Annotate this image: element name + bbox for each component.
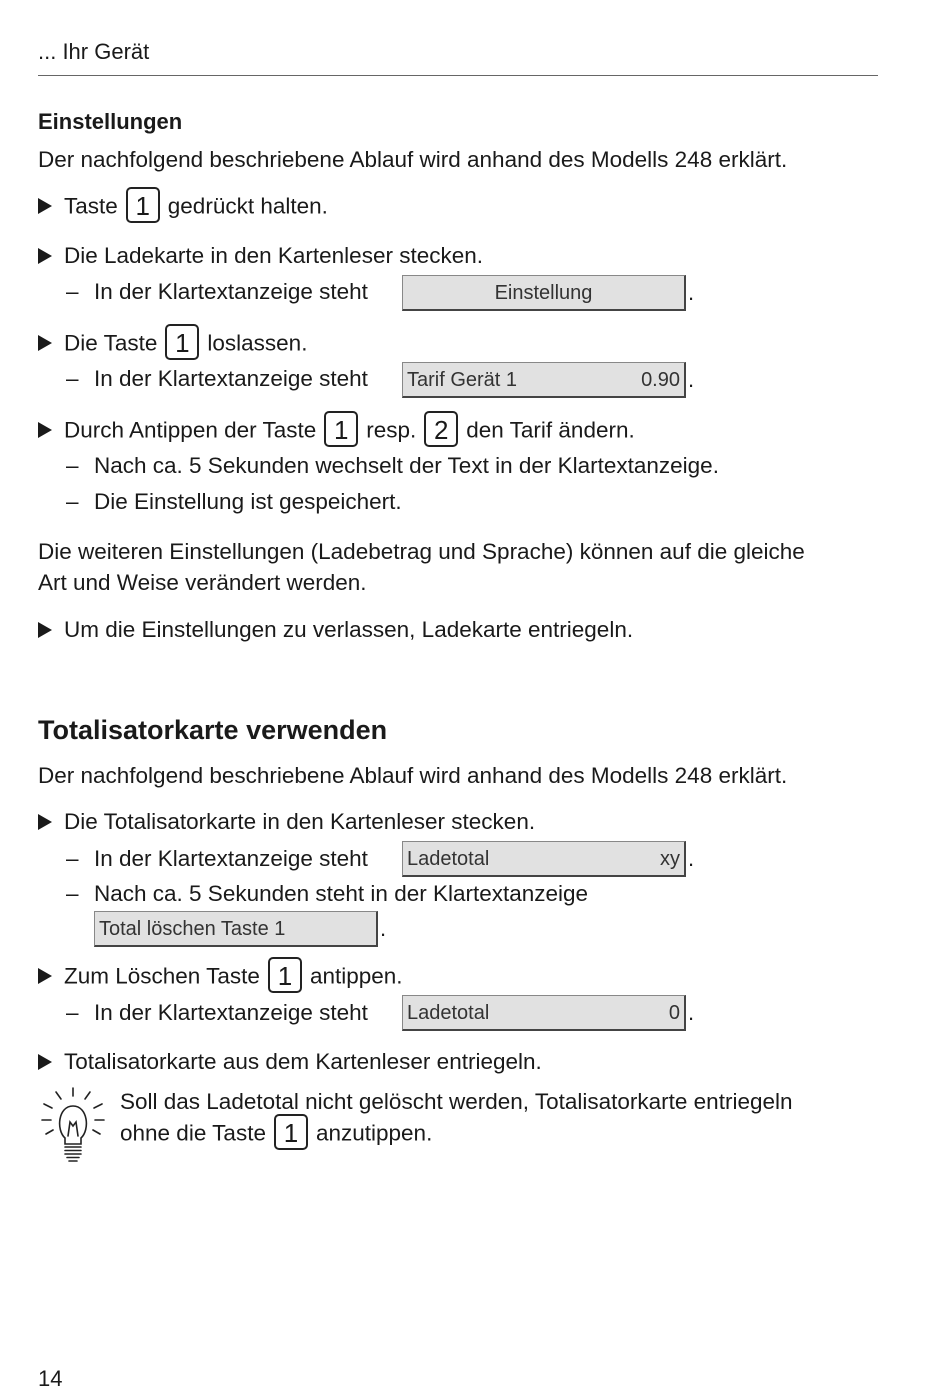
period: . <box>688 846 695 871</box>
step-3: Die Taste 1 loslassen. <box>38 329 307 360</box>
display-ladetotal-0: Ladetotal 0 <box>402 995 686 1031</box>
triangle-bullet-icon <box>38 814 52 830</box>
section-title-einstellungen: Einstellungen <box>38 109 183 134</box>
step-t1-sub-1: – In der Klartextanzeige steht <box>66 846 368 871</box>
section2-intro: Der nachfolgend beschriebene Ablauf wird anhand des Modells 248 erklärt. <box>38 763 788 788</box>
period: . <box>688 280 695 305</box>
step-2: Die Ladekarte in den Kartenleser stecken. <box>38 242 483 270</box>
step-4: Durch Antippen der Taste 1 resp. 2 den Tarif ändern. <box>38 416 635 447</box>
paragraph-line-1: Die weiteren Einstellungen (Ladebetrag und Sprache) können auf die gleiche <box>38 539 805 564</box>
tip-line-2: ohne die Taste 1 anzutippen. <box>120 1119 432 1150</box>
triangle-bullet-icon <box>38 622 52 638</box>
step-4-sub-1: – Nach ca. 5 Sekunden wechselt der Text in der Klartextanzeige. <box>66 453 719 478</box>
step-1: Taste 1 gedrückt halten. <box>38 192 328 223</box>
period: . <box>688 1000 695 1025</box>
step-3-sub: – In der Klartextanzeige steht <box>66 366 368 391</box>
period: . <box>380 916 387 941</box>
triangle-bullet-icon <box>38 968 52 984</box>
triangle-bullet-icon <box>38 335 52 351</box>
display-total-loeschen: Total löschen Taste 1 <box>94 911 378 947</box>
header-rule <box>38 75 878 76</box>
running-header: ... Ihr Gerät <box>38 39 150 64</box>
paragraph-line-2: Art und Weise verändert werden. <box>38 570 367 595</box>
triangle-bullet-icon <box>38 248 52 264</box>
key-1-icon: 1 <box>274 1114 308 1150</box>
triangle-bullet-icon <box>38 198 52 214</box>
step-t1-sub-2: – Nach ca. 5 Sekunden steht in der Klartextanzeige <box>66 881 589 906</box>
period: . <box>688 367 695 392</box>
key-2-icon: 2 <box>424 411 458 447</box>
display-einstellung: Einstellung <box>402 275 686 311</box>
step-2-sub: – In der Klartextanzeige steht <box>66 279 368 304</box>
step-t2: Zum Löschen Taste 1 antippen. <box>38 962 403 993</box>
section1-intro: Der nachfolgend beschriebene Ablauf wird anhand des Modells 248 erklärt. <box>38 147 788 172</box>
triangle-bullet-icon <box>38 1054 52 1070</box>
key-1-icon: 1 <box>324 411 358 447</box>
page-number: 14 <box>38 1366 63 1391</box>
lightbulb-icon <box>38 1086 108 1164</box>
display-tarif: Tarif Gerät 1 0.90 <box>402 362 686 398</box>
section-title-totalisatorkarte: Totalisatorkarte verwenden <box>38 715 388 745</box>
key-1-icon: 1 <box>126 187 160 223</box>
tip-line-1: Soll das Ladetotal nicht gelöscht werden, Totalisatorkarte entriegeln <box>120 1089 793 1114</box>
key-1-icon: 1 <box>268 957 302 993</box>
step-4-sub-2: – Die Einstellung ist gespeichert. <box>66 489 402 514</box>
step-t2-sub: – In der Klartextanzeige steht <box>66 1000 368 1025</box>
step-t1: Die Totalisatorkarte in den Kartenleser stecken. <box>38 808 535 836</box>
step-t3: Totalisatorkarte aus dem Kartenleser entriegeln. <box>38 1048 542 1076</box>
triangle-bullet-icon <box>38 422 52 438</box>
key-1-icon: 1 <box>165 324 199 360</box>
step-5: Um die Einstellungen zu verlassen, Ladekarte entriegeln. <box>38 616 633 644</box>
display-ladetotal-xy: Ladetotal xy <box>402 841 686 877</box>
